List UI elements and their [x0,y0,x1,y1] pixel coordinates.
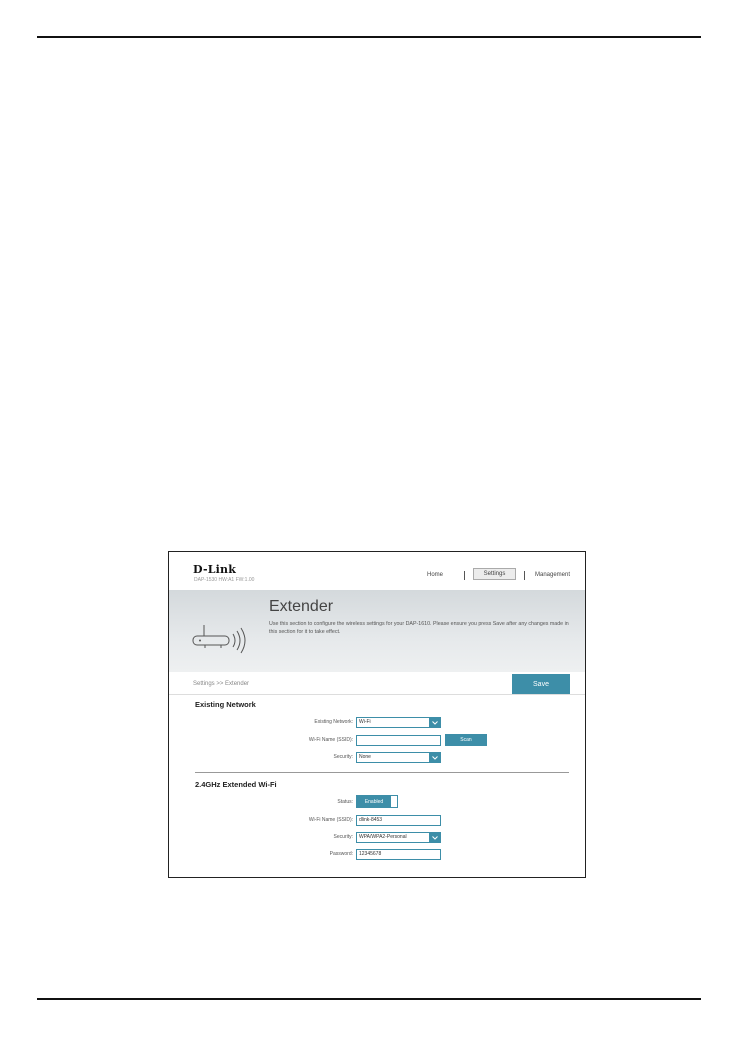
model-info: DAP-1530 HW:A1 FW:1.00 [194,577,255,583]
chevron-down-icon [429,717,441,728]
scan-button[interactable]: Scan [445,734,487,746]
nav-management[interactable]: Management [535,572,571,578]
existing-network-value: Wi-Fi [359,719,371,725]
top-rule [37,36,701,38]
breadcrumb: Settings >> Extender [193,681,250,687]
extended-ssid-label: Wi-Fi Name (SSID): [308,817,353,823]
nav-settings[interactable]: Settings [473,568,516,580]
breadcrumb-bar [169,672,585,695]
nav-separator [524,571,525,580]
header [169,552,585,588]
password-label: Password: [329,851,353,857]
existing-network-select[interactable] [356,717,441,728]
status-label: Status: [337,799,353,805]
extended-security-select[interactable] [356,832,441,843]
extender-icon [191,622,251,656]
security-select[interactable] [356,752,441,763]
extended-wifi-title: 2.4GHz Extended Wi-Fi [195,780,277,789]
page-description: Use this section to configure the wireless settings for your DAP-1610. Please ensure you press Save after any changes made in this section for it to take effect. [269,621,569,635]
chevron-down-icon [429,752,441,763]
nav-home[interactable]: Home [427,572,444,578]
existing-network-title: Existing Network [195,700,256,709]
existing-network-label: Existing Network: [314,719,353,725]
bottom-rule [37,998,701,1000]
dlink-logo: D-Link [193,563,237,576]
nav-separator [464,571,465,580]
security-value: None [359,754,371,760]
page-title: Extender [269,598,334,615]
extended-security-value: WPA/WPA2-Personal [359,834,407,840]
chevron-down-icon [429,832,441,843]
security-label: Security: [333,754,353,760]
section-divider [195,772,569,773]
ssid-label: Wi-Fi Name (SSID): [308,737,353,743]
page-banner [169,590,585,672]
status-value: Enabled [357,796,391,807]
extended-ssid-input[interactable]: dlink-8453 [356,815,441,826]
extended-security-label: Security: [333,834,353,840]
save-button[interactable]: Save [512,674,570,694]
password-input[interactable]: 12345678 [356,849,441,860]
extender-settings-screenshot [168,551,586,878]
ssid-input[interactable] [356,735,441,746]
status-toggle[interactable] [356,795,398,808]
